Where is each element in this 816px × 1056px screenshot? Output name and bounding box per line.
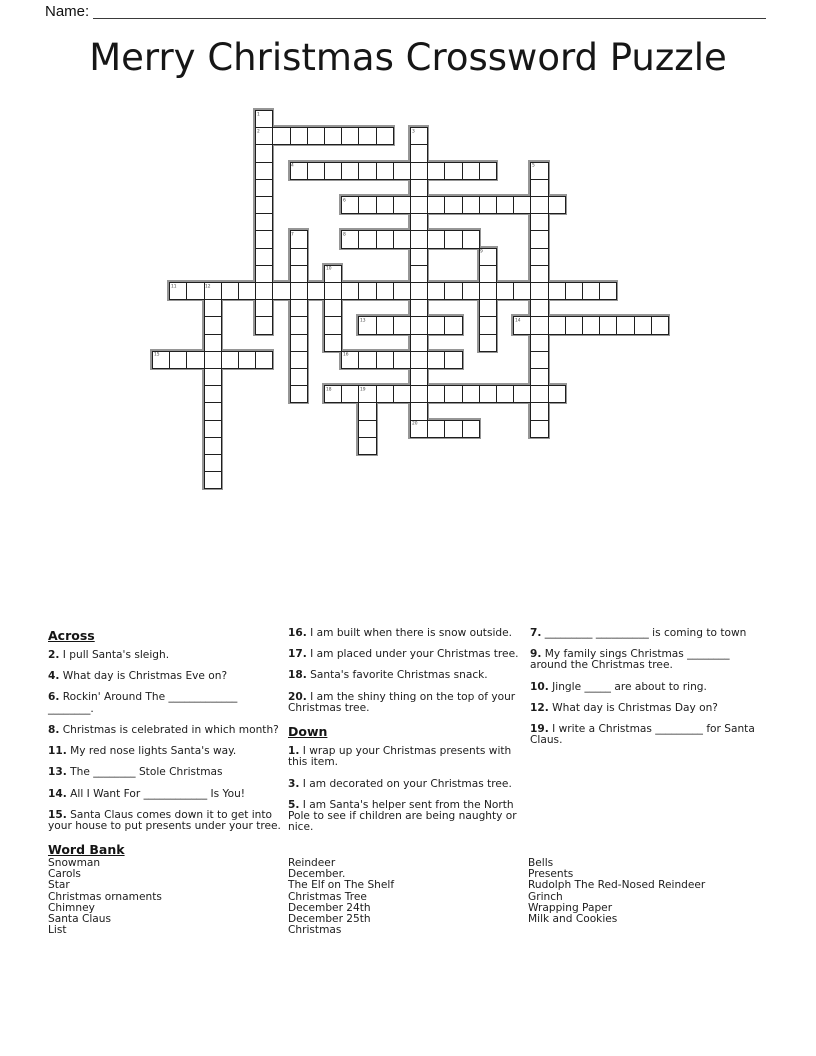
grid-cell [444,282,462,300]
grid-cell [530,351,548,369]
cell-number-16: 16 [342,351,349,357]
grid-cell [290,316,308,334]
cell-number-13: 13 [359,317,366,323]
word-bank-item: Reindeer [288,857,336,869]
grid-cell [393,385,411,403]
grid-cell [634,316,652,334]
name-label: Name: [45,3,90,20]
cell-number-8: 8 [342,231,346,237]
grid-cell [530,282,548,300]
clue-item: 3. I am decorated on your Christmas tree. [288,777,512,790]
grid-cell [462,196,480,214]
grid-cell [255,316,273,334]
grid-cell [204,316,222,334]
grid-cell [548,385,566,403]
down-clues-list-1 [288,746,524,833]
word-bank-item: December 24th [288,901,371,914]
grid-cell [393,316,411,334]
grid-cell [272,282,290,300]
grid-cell [410,351,428,369]
clue-item: 2. I pull Santa's sleigh. [48,649,170,661]
grid-cell [582,282,600,300]
grid-cell [530,316,548,334]
grid-cell [221,282,239,300]
cell-number-18: 18 [325,386,332,392]
grid-cell [290,127,308,145]
grid-cell [427,230,445,248]
word-bank-item: Presents [528,868,574,881]
cell-number-12: 12 [205,282,211,288]
clue-item: 4. What day is Christmas Eve on? [48,670,228,683]
word-bank-item: Snowman [48,857,101,869]
grid-cell [410,282,428,300]
word-bank-item: Bells [528,857,554,869]
grid-cell [204,334,222,352]
grid-cell [410,144,428,162]
grid-cell [410,162,428,180]
word-bank-item: Grinch [528,890,563,903]
grid-cell [599,282,617,300]
across-clues-list-2 [288,628,524,714]
grid-cell [444,162,462,180]
grid-cell [358,420,376,438]
word-bank-column-3 [528,858,768,925]
clue-item: 6. Rockin' Around The _____________ ________. [48,691,238,715]
across-clues-column [48,628,285,842]
grid-cell [462,282,480,300]
word-bank-item: Christmas Tree [288,890,367,903]
grid-cell [479,282,497,300]
grid-cell [530,213,548,231]
word-bank-item: Milk and Cookies [528,913,618,926]
grid-cell [341,385,359,403]
grid-cell [410,213,428,231]
grid-cell [204,368,222,386]
grid-cell [255,196,273,214]
grid-cell [565,282,583,300]
grid-cell [513,196,531,214]
clue-item: 19. I write a Christmas _________ for Santa Claus. [530,723,755,747]
grid-cell [376,282,394,300]
word-bank-item: Christmas [288,924,342,937]
cell-number-11: 11 [170,282,177,288]
cell-number-7: 7 [291,231,294,237]
grid-cell [427,351,445,369]
word-bank-item: Rudolph The Red-Nosed Reindeer [528,879,706,892]
grid-cell [393,196,411,214]
down-clues-list-2 [530,628,770,747]
grid-cell [290,385,308,403]
grid-cell [376,127,394,145]
grid-cell [376,316,394,334]
clue-item: 12. What day is Christmas Day on? [530,701,718,714]
word-bank-column-1 [48,858,278,937]
grid-cell [479,316,497,334]
grid-cell [410,299,428,317]
clue-item: 9. My family sings Christmas ________ around the Christmas tree. [530,648,730,672]
grid-cell [410,334,428,352]
grid-cell [410,402,428,420]
grid-cell [444,420,462,438]
clue-item: 18. Santa's favorite Christmas snack. [288,669,488,682]
grid-cell [530,248,548,266]
grid-cell [530,402,548,420]
grid-cell [290,248,308,266]
grid-cell [427,282,445,300]
grid-cell [341,162,359,180]
grid-cell [255,213,273,231]
grid-cell [358,437,376,455]
grid-cell [255,230,273,248]
grid-cell [358,230,376,248]
grid-cell [204,299,222,317]
grid-cell [358,162,376,180]
grid-cell [272,127,290,145]
grid-cell [255,299,273,317]
grid-cell [376,230,394,248]
word-bank-item: Carols [48,868,81,881]
clue-item: 8. Christmas is celebrated in which month? [48,723,279,736]
word-bank-item: December. [288,868,346,881]
grid-cell [444,351,462,369]
grid-cell [324,282,342,300]
grid-cell [393,230,411,248]
grid-cell [358,196,376,214]
grid-cell [444,230,462,248]
grid-cell [479,265,497,283]
grid-cell [307,127,325,145]
grid-cell [290,265,308,283]
grid-cell [393,282,411,300]
grid-cell [651,316,669,334]
word-bank-item: Christmas ornaments [48,890,162,903]
grid-cell [599,316,617,334]
cell-number-4: 4 [291,162,294,168]
grid-cell [548,316,566,334]
grid-cell [324,334,342,352]
grid-cell [496,196,514,214]
grid-cell [427,420,445,438]
grid-cell [358,402,376,420]
grid-cell [582,316,600,334]
grid-cell [462,420,480,438]
grid-cell [376,351,394,369]
grid-cell [358,127,376,145]
grid-cell [479,299,497,317]
grid-cell [530,299,548,317]
grid-cell [204,351,222,369]
grid-cell [410,248,428,266]
clue-item: 15. Santa Claus comes down it to get into your house to put presents under your tree. [48,808,281,832]
grid-cell [410,230,428,248]
across-clues-list-1 [48,650,285,832]
grid-cell [307,282,325,300]
clue-item: 17. I am placed under your Christmas tree. [288,648,519,661]
word-bank-header: Word Bank [48,842,125,857]
clue-item: 1. I wrap up your Christmas presents with this item. [288,745,512,769]
down-header: Down [288,724,328,740]
grid-cell [479,334,497,352]
grid-cell [238,282,256,300]
grid-cell [204,454,222,472]
grid-cell [479,196,497,214]
word-bank-item: Santa Claus [48,913,112,926]
grid-cell [307,162,325,180]
grid-cell [410,316,428,334]
grid-cell [444,196,462,214]
grid-cell [410,385,428,403]
grid-cell [255,179,273,197]
word-bank-column-2 [288,858,518,937]
grid-cell [290,282,308,300]
cell-number-20: 20 [411,420,418,426]
grid-cell [462,385,480,403]
grid-cell [204,402,222,420]
grid-cell [358,282,376,300]
grid-cell [324,316,342,334]
grid-cell [324,127,342,145]
grid-cell [186,351,204,369]
grid-cell [565,316,583,334]
grid-cell [530,265,548,283]
word-bank-item: December 25th [288,913,371,926]
clue-item: 16. I am built when there is snow outside. [288,627,513,639]
grid-cell [530,230,548,248]
cell-number-1: 1 [256,110,260,116]
clue-item: 13. The ________ Stole Christmas [48,766,223,779]
grid-cell [255,282,273,300]
cell-number-15: 15 [153,351,160,357]
grid-cell [410,368,428,386]
word-bank-item: Wrapping Paper [528,901,613,914]
grid-cell [238,351,256,369]
grid-cell [204,385,222,403]
grid-cell [255,351,273,369]
grid-cell [530,385,548,403]
grid-cell [410,265,428,283]
grid-cell [444,385,462,403]
grid-cell [444,316,462,334]
grid-cell [496,282,514,300]
word-bank-item: Chimney [48,901,95,914]
clue-item: 5. I am Santa's helper sent from the North Pole to see if children are being naughty or nice. [288,798,517,834]
grid-cell [255,162,273,180]
grid-cell [376,162,394,180]
grid-cell [169,351,187,369]
grid-cell [376,196,394,214]
grid-cell [255,144,273,162]
grid-cell [204,471,222,489]
grid-cell [393,351,411,369]
clue-item: 14. All I Want For ____________ Is You! [48,787,246,800]
grid-cell [255,265,273,283]
grid-cell [462,162,480,180]
clue-item: 20. I am the shiny thing on the top of your Christmas tree. [288,690,516,714]
grid-cell [479,162,497,180]
grid-cell [513,282,531,300]
cell-number-19: 19 [359,386,366,392]
cell-number-10: 10 [325,265,332,271]
middle-clues-column [288,628,524,843]
grid-cell [410,179,428,197]
grid-cell [186,282,204,300]
grid-cell [530,334,548,352]
grid-cell [324,162,342,180]
cell-number-9: 9 [480,248,484,254]
cell-number-14: 14 [514,317,521,323]
clue-item: 11. My red nose lights Santa's way. [48,745,237,758]
grid-cell [530,196,548,214]
grid-cell [548,282,566,300]
cell-number-5: 5 [531,162,535,168]
grid-cell [496,385,514,403]
grid-cell [530,179,548,197]
grid-cell [462,230,480,248]
grid-cell [204,420,222,438]
grid-cell [427,162,445,180]
grid-cell [204,437,222,455]
grid-cell [410,196,428,214]
clue-item: 10. Jingle _____ are about to ring. [530,680,707,693]
grid-cell [530,420,548,438]
grid-cell [376,385,394,403]
cell-number-3: 3 [411,128,415,134]
name-blank-line [93,2,766,19]
cell-number-6: 6 [342,196,346,202]
grid-cell [427,196,445,214]
grid-cell [290,299,308,317]
down-clues-column [530,628,770,757]
grid-cell [530,368,548,386]
page-title: Merry Christmas Crossword Puzzle [89,36,727,79]
grid-cell [479,385,497,403]
grid-cell [221,351,239,369]
word-bank-item: The Elf on The Shelf [288,879,395,892]
clue-item: 7. _________ __________ is coming to town [530,627,747,639]
grid-cell [324,299,342,317]
word-bank-item: Star [48,879,70,892]
grid-cell [341,282,359,300]
grid-cell [358,351,376,369]
grid-cell [427,385,445,403]
word-bank-item: List [48,924,67,937]
grid-cell [513,385,531,403]
cell-number-2: 2 [256,128,260,134]
grid-cell [616,316,634,334]
grid-cell [290,368,308,386]
grid-cell [548,196,566,214]
grid-cell [255,248,273,266]
grid-cell [341,127,359,145]
grid-cell [290,351,308,369]
grid-cell [290,334,308,352]
grid-cell [393,162,411,180]
across-header: Across [48,628,95,643]
grid-cell [427,316,445,334]
